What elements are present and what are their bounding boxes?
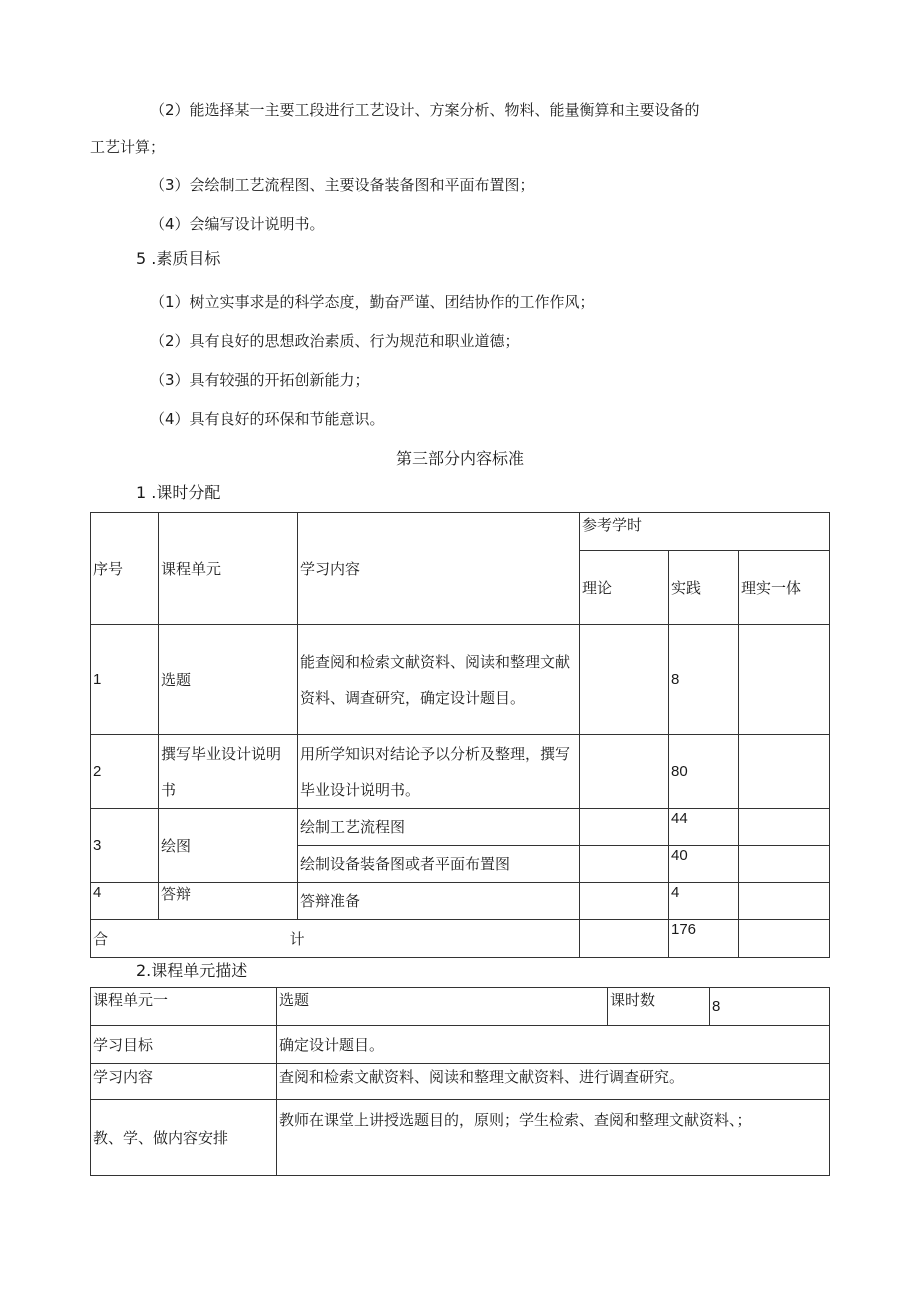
unit-value: 选题 xyxy=(277,988,608,1026)
goal-value: 确定设计题目。 xyxy=(277,1026,830,1064)
row3a-practice: 44 xyxy=(669,809,739,846)
unit-desc-table xyxy=(90,987,830,1176)
row4-integrated xyxy=(739,883,830,920)
quality-item-2: （2）具有良好的思想政治素质、行为规范和职业道德； xyxy=(150,332,520,350)
total-label-a: 合 xyxy=(93,929,109,948)
objective-item-2-line2: 工艺计算； xyxy=(90,138,166,156)
header-integrated: 理实一体 xyxy=(739,551,830,625)
row4-unit: 答辩 xyxy=(159,883,298,920)
row3a-integrated xyxy=(739,809,830,846)
row4-seq: 4 xyxy=(91,883,159,920)
row1-unit: 选题 xyxy=(159,625,298,735)
row3b-content: 绘制设备装备图或者平面布置图 xyxy=(298,846,580,883)
row1-integrated xyxy=(739,625,830,735)
row2-content: 用所学知识对结论予以分析及整理，撰写毕业设计说明书。 xyxy=(298,735,580,809)
objective-item-3: （3）会绘制工艺流程图、主要设备装备图和平面布置图； xyxy=(150,176,535,194)
header-seq: 序号 xyxy=(91,513,159,625)
row4-theory xyxy=(580,883,669,920)
content-value: 查阅和检索文献资料、阅读和整理文献资料、进行调查研究。 xyxy=(277,1064,830,1100)
goal-label: 学习目标 xyxy=(91,1026,277,1064)
row2-theory xyxy=(580,735,669,809)
header-theory: 理论 xyxy=(580,551,669,625)
header-ref-hours: 参考学时 xyxy=(580,513,830,551)
quality-item-1: （1）树立实事求是的科学态度，勤奋严谨、团结协作的工作作风； xyxy=(150,293,595,311)
row2-unit: 撰写毕业设计说明书 xyxy=(159,735,298,809)
total-practice: 176 xyxy=(669,920,739,958)
quality-item-4: （4）具有良好的环保和节能意识。 xyxy=(150,410,385,428)
row3-seq: 3 xyxy=(91,809,159,883)
arrange-label: 教、学、做内容安排 xyxy=(91,1100,277,1176)
objective-item-4: （4）会编写设计说明书。 xyxy=(150,215,325,233)
hours-label: 课时数 xyxy=(608,988,710,1026)
table-row xyxy=(91,809,830,846)
row1-content: 能查阅和检索文献资料、阅读和整理文献资料、调查研究，确定设计题目。 xyxy=(298,625,580,735)
table-row xyxy=(91,883,830,920)
header-content: 学习内容 xyxy=(298,513,580,625)
hours-heading: 1 .课时分配 xyxy=(136,483,221,502)
row2-integrated xyxy=(739,735,830,809)
row1-theory xyxy=(580,625,669,735)
quality-heading: 5 .素质目标 xyxy=(136,249,221,268)
row3-unit: 绘图 xyxy=(159,809,298,883)
total-label xyxy=(91,920,580,958)
row4-practice: 4 xyxy=(669,883,739,920)
row4-content: 答辩准备 xyxy=(298,883,580,920)
row1-practice: 8 xyxy=(669,625,739,735)
row1-seq: 1 xyxy=(91,625,159,735)
table-row xyxy=(91,625,830,735)
row2-seq: 2 xyxy=(91,735,159,809)
content-label: 学习内容 xyxy=(91,1064,277,1100)
table-row-total xyxy=(91,920,830,958)
unit-desc-heading: 2.课程单元描述 xyxy=(136,961,248,980)
row2-practice: 80 xyxy=(669,735,739,809)
hours-table xyxy=(90,512,830,958)
row3b-integrated xyxy=(739,846,830,883)
row3a-content: 绘制工艺流程图 xyxy=(298,809,580,846)
objective-item-2-line1: （2）能选择某一主要工段进行工艺设计、方案分析、物料、能量衡算和主要设备的 xyxy=(150,101,700,119)
part3-title: 第三部分内容标准 xyxy=(395,449,524,468)
table-row xyxy=(91,735,830,809)
quality-item-3: （3）具有较强的开拓创新能力； xyxy=(150,371,370,389)
arrange-value: 教师在课堂上讲授选题目的，原则；学生检索、查阅和整理文献资料、； xyxy=(277,1100,830,1176)
row3a-theory xyxy=(580,809,669,846)
row3b-practice: 40 xyxy=(669,846,739,883)
unit-label: 课程单元一 xyxy=(91,988,277,1026)
total-integrated xyxy=(739,920,830,958)
header-unit: 课程单元 xyxy=(159,513,298,625)
total-label-b: 计 xyxy=(289,929,305,948)
hours-value: 8 xyxy=(710,988,830,1026)
row3b-theory xyxy=(580,846,669,883)
total-theory xyxy=(580,920,669,958)
header-practice: 实践 xyxy=(669,551,739,625)
